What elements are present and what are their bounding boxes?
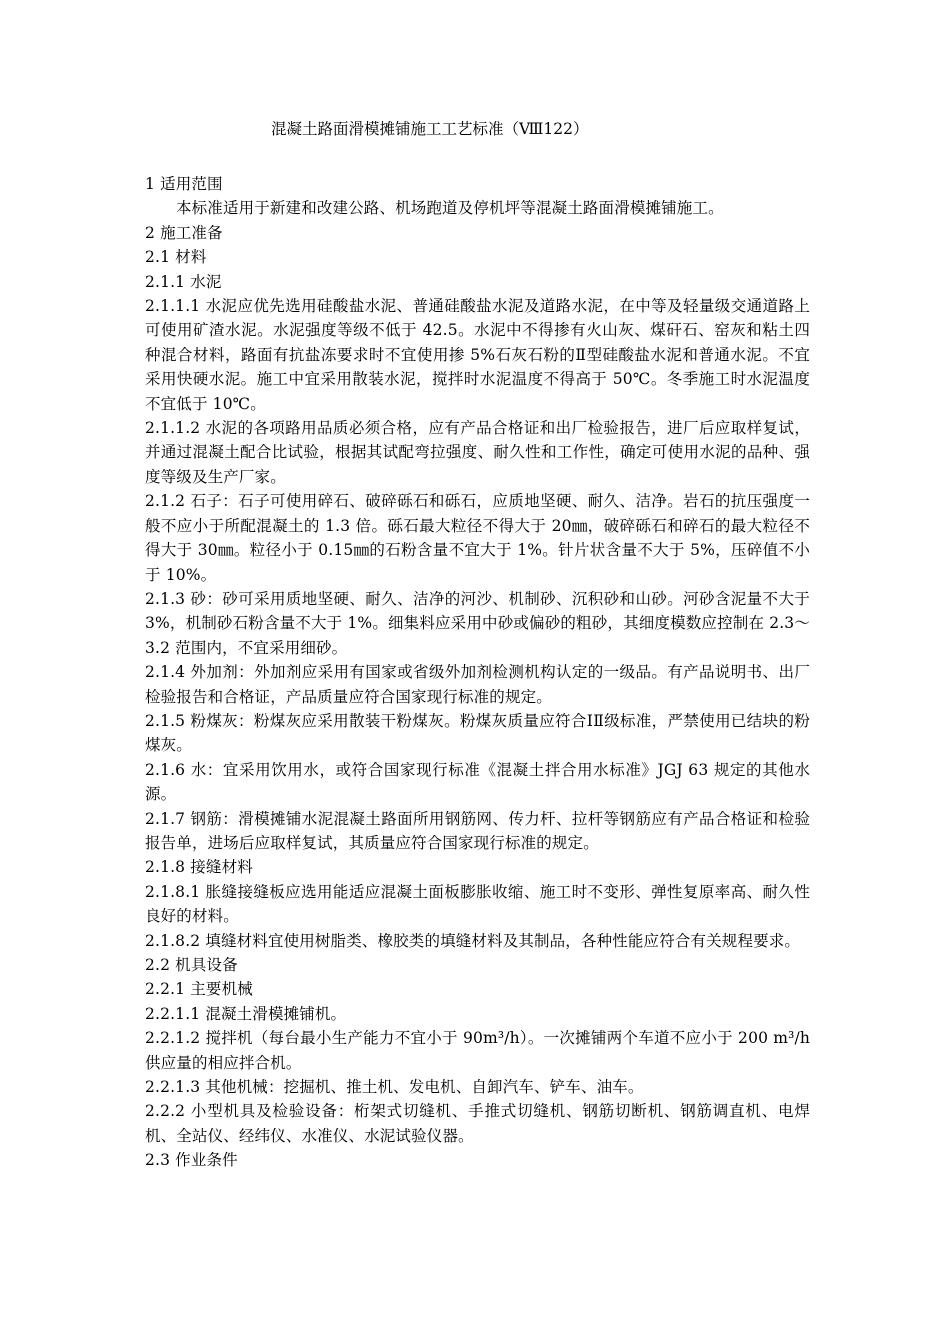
paragraph: 2.1.1 水泥	[145, 272, 222, 291]
paragraph: 2.1.1.1 水泥应优先选用硅酸盐水泥、普通硅酸盐水泥及道路水泥，在中等及轻量级交通道路上可使用矿渣水泥。水泥强度等级不低于 42.5。水泥中不得掺有火山灰、煤矸石、窑灰和粘土四种混合材料，路面有抗盐冻要求时不宜使用掺 5%石灰石粉的Ⅱ型硅酸盐水泥和普通水泥。不宜采用快硬水泥。施工中宜采用散装水泥，搅拌时水泥温度不得高于 50℃。冬季施工时水泥温度不宜低于 10℃。	[145, 297, 810, 413]
paragraph: 2.1.7 钢筋：滑模摊铺水泥混凝土路面所用钢筋网、传力杆、拉杆等钢筋应有产品合格证和检验报告单，进场后应取样复试，其质量应符合国家现行标准的规定。	[145, 809, 810, 852]
paragraph: 2.2.2 小型机具及检验设备：桁架式切缝机、手推式切缝机、钢筋切断机、钢筋调直机、电焊机、全站仪、经纬仪、水准仪、水泥试验仪器。	[145, 1102, 810, 1145]
paragraph: 2 施工准备	[145, 223, 223, 242]
paragraph: 2.1.6 水：宜采用饮用水，或符合国家现行标准《混凝土拌合用水标准》JGJ 63 规定的其他水源。	[145, 760, 810, 804]
paragraph: 2.1.1.2 水泥的各项路用品质必须合格，应有产品合格证和出厂检验报告，进厂后应取样复试，并通过混凝土配合比试验，根据其试配弯拉强度、耐久性和工作性，确定可使用水泥的品种、强度等级及生产厂家。	[145, 419, 810, 486]
paragraph: 2.1.2 石子：石子可使用碎石、破碎砾石和砾石，应质地坚硬、耐久、洁净。岩石的抗压强度一般不应小于所配混凝土的 1.3 倍。砾石最大粒径不得大于 20㎜，破碎砾石和碎石的最大粒径不得大于 30㎜。粒径小于 0.15㎜的石粉含量不宜大于 1%。针片状含量不大于 5%，压碎值不小于 10%。	[145, 492, 810, 584]
document-title: 混凝土路面滑模摊铺施工工艺标准（Ⅷ122）	[271, 120, 589, 138]
paragraph: 2.1 材料	[145, 248, 207, 267]
paragraph: 2.1.8 接缝材料	[145, 858, 253, 877]
paragraph: 2.2.1 主要机械	[145, 980, 253, 999]
paragraph: 2.2.1.2 搅拌机（每台最小生产能力不宜小于 90m³/h）。一次摊铺两个车道不应小于 200 m³/h 供应量的相应拌合机。	[145, 1029, 810, 1072]
paragraph: 2.1.3 砂：砂可采用质地坚硬、耐久、洁净的河沙、机制砂、沉积砂和山砂。河砂含泥量不大于 3%，机制砂石粉含量不大于 1%。细集料应采用中砂或偏砂的粗砂，其细度模数应控制在 2.3～3.2 范围内，不宜采用细砂。	[145, 589, 810, 657]
paragraph: 2.2.1.1 混凝土滑模摊铺机。	[145, 1004, 347, 1023]
paragraph: 2.1.8.1 胀缝接缝板应选用能适应混凝土面板膨胀收缩、施工时不变形、弹性复原率高、耐久性良好的材料。	[145, 882, 810, 926]
document-body	[145, 172, 810, 1173]
paragraph: 1 适用范围	[145, 175, 223, 193]
paragraph: 本标准适用于新建和改建公路、机场跑道及停机坪等混凝土路面滑模摊铺施工。	[176, 199, 724, 218]
paragraph: 2.3 作业条件	[145, 1151, 238, 1170]
paragraph: 2.1.8.2 填缝材料宜使用树脂类、橡胶类的填缝材料及其制品，各种性能应符合有关规程要求。	[145, 931, 801, 950]
paragraph: 2.2 机具设备	[145, 956, 238, 974]
paragraph: 2.1.4 外加剂：外加剂应采用有国家或省级外加剂检测机构认定的一级品。有产品说明书、出厂检验报告和合格证，产品质量应符合国家现行标准的规定。	[145, 663, 810, 706]
paragraph: 2.1.5 粉煤灰：粉煤灰应采用散装干粉煤灰。粉煤灰质量应符合ⅠⅡ级标准，严禁使用已结块的粉煤灰。	[145, 711, 810, 755]
paragraph: 2.2.1.3 其他机械：挖掘机、推土机、发电机、自卸汽车、铲车、油车。	[145, 1078, 644, 1097]
document-page	[145, 118, 810, 1173]
